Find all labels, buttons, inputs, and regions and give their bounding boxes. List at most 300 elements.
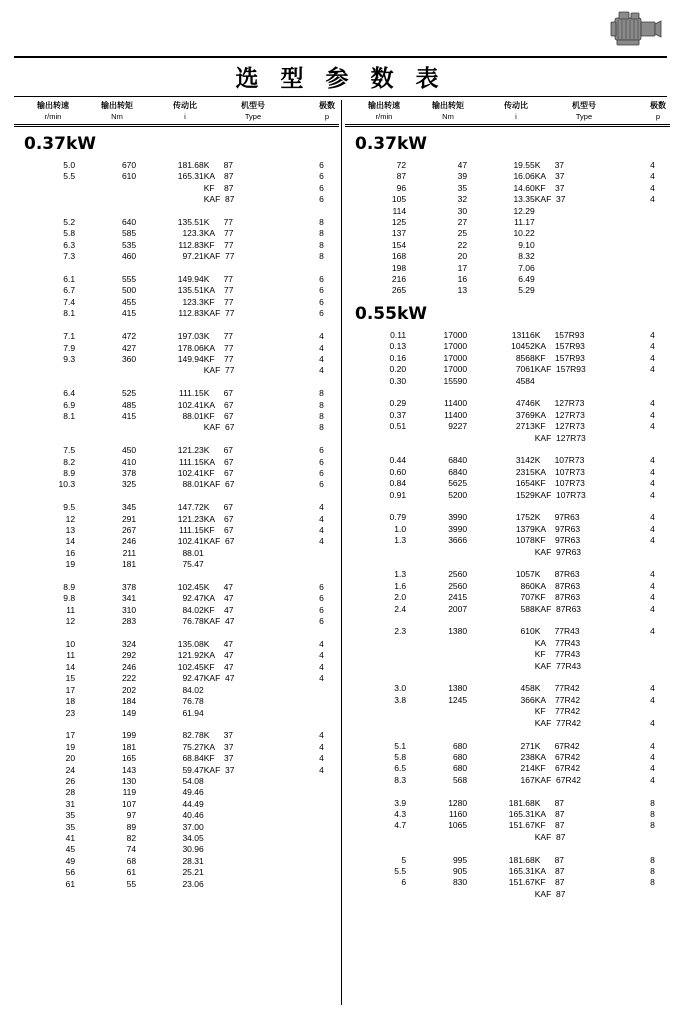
table-cell: 137 (391, 228, 407, 239)
table-cell: 92.47 (182, 593, 204, 604)
group-spacer (14, 377, 339, 388)
table-cell: 5.1 (394, 740, 407, 751)
table-cell: K 67 (203, 502, 234, 513)
table-cell (635, 706, 670, 717)
spec-table (14, 160, 339, 890)
group-spacer (345, 786, 670, 797)
table-cell: 4 (319, 639, 324, 650)
title-rule-bottom (14, 96, 667, 97)
table-cell: 1.0 (394, 523, 407, 534)
table-cell: K 37 (203, 730, 234, 741)
table-row (14, 468, 339, 479)
table-row (14, 445, 339, 456)
table-cell: 5 (401, 854, 407, 865)
table-cell: 5.29 (518, 285, 535, 296)
table-cell: 0.29 (389, 398, 407, 409)
table-cell: 6840 (448, 455, 468, 466)
table-cell: 2560 (448, 580, 468, 591)
table-cell: KF 77 (203, 296, 234, 307)
table-cell (635, 889, 670, 900)
table-cell (635, 376, 670, 387)
table-cell: 6 (319, 604, 324, 615)
table-row (14, 685, 339, 696)
table-row (345, 512, 670, 523)
table-cell: 184 (121, 696, 137, 707)
table-row (14, 753, 339, 764)
table-cell: 6.9 (63, 399, 76, 410)
table-cell: 905 (452, 865, 468, 876)
table-cell (467, 706, 535, 717)
group-spacer (14, 434, 339, 445)
table-cell: K 77 (203, 274, 234, 285)
table-cell: 5.2 (63, 217, 76, 228)
table-cell: 640 (121, 217, 137, 228)
table-cell: 5.8 (394, 751, 407, 762)
table-cell: 6.5 (394, 763, 407, 774)
table-cell: 4 (650, 341, 655, 352)
table-cell (535, 228, 635, 239)
table-cell: 102.41 (177, 399, 204, 410)
table-row (14, 422, 339, 433)
table-row (345, 160, 670, 171)
table-row (14, 799, 339, 810)
table-cell: 31 (65, 798, 76, 809)
table-row (14, 593, 339, 604)
table-cell: 14 (65, 661, 76, 672)
table-cell (204, 559, 304, 570)
table-cell: 30 (457, 205, 468, 216)
table-cell: 165 (121, 753, 137, 764)
table-cell: 345 (121, 502, 137, 513)
table-cell: 500 (121, 285, 137, 296)
table-cell: 0.51 (389, 421, 407, 432)
table-cell: 18 (65, 696, 76, 707)
table-cell: 588 (520, 603, 535, 614)
table-cell (467, 547, 535, 558)
table-cell: 4.3 (394, 808, 407, 819)
table-cell: 82.78 (182, 730, 204, 741)
table-cell: K 77R43 (534, 626, 580, 637)
table-cell (345, 638, 406, 649)
table-row (345, 763, 670, 774)
table-cell (467, 649, 535, 660)
table-cell: 214 (520, 763, 535, 774)
table-cell: 0.44 (389, 455, 407, 466)
gearbox-icon (609, 8, 667, 50)
table-row (345, 649, 670, 660)
table-cell: 4 (319, 353, 324, 364)
table-cell: 7.3 (63, 251, 76, 262)
table-cell: 1379 (515, 523, 535, 534)
table-cell: KAF 77 (203, 251, 235, 262)
table-cell: 6840 (448, 466, 468, 477)
table-cell: 6 (319, 171, 324, 182)
table-cell: 3.8 (394, 694, 407, 705)
table-cell (345, 649, 406, 660)
table-cell: 11 (66, 604, 76, 615)
table-cell: 8 (650, 820, 655, 831)
table-cell (635, 285, 670, 296)
table-cell: K 47 (203, 639, 234, 650)
table-cell (304, 548, 339, 559)
table-cell: 82 (126, 832, 137, 843)
table-cell: 15590 (443, 375, 468, 386)
table-row (345, 832, 670, 843)
table-cell: 6 (319, 616, 324, 627)
table-header (345, 100, 670, 124)
table-cell: 17 (65, 730, 76, 741)
table-cell (635, 206, 670, 217)
table-cell: KAF 67R42 (534, 774, 582, 785)
table-row (345, 330, 670, 341)
table-row (345, 421, 670, 432)
table-cell (204, 844, 304, 855)
table-cell: KAF 157R93 (534, 364, 586, 375)
table-cell: 68 (126, 855, 137, 866)
table-cell: 8.1 (63, 308, 76, 319)
table-row (14, 331, 339, 342)
table-cell: KAF 67 (203, 536, 235, 547)
table-cell (304, 685, 339, 696)
table-row (345, 524, 670, 535)
table-cell: 97 (126, 810, 137, 821)
table-cell: 4 (650, 409, 655, 420)
group-spacer (14, 628, 339, 639)
table-cell: 23 (65, 707, 76, 718)
table-cell: 4 (650, 751, 655, 762)
table-cell: 111.15 (178, 456, 204, 467)
table-cell: 181.68 (508, 854, 535, 865)
table-row (345, 194, 670, 205)
group-spacer (14, 320, 339, 331)
table-cell: K 127R73 (534, 398, 585, 409)
table-cell: 4 (319, 331, 324, 342)
table-cell: 96 (396, 182, 407, 193)
table-cell: 9227 (448, 421, 468, 432)
table-cell (304, 822, 339, 833)
table-cell: KF 157R93 (534, 352, 585, 363)
table-cell (204, 685, 304, 696)
table-cell (467, 433, 535, 444)
table-row (345, 171, 670, 182)
table-cell (14, 194, 75, 205)
table-cell: 4 (319, 536, 324, 547)
table-cell: KA 97R63 (534, 523, 581, 534)
table-cell: KA 87 (534, 808, 565, 819)
table-cell (635, 228, 670, 239)
table-cell: 16 (65, 547, 76, 558)
table-cell (406, 661, 467, 672)
table-cell: 5.0 (63, 160, 76, 170)
table-cell: 1280 (448, 797, 468, 808)
table-cell: 8 (319, 410, 324, 421)
table-cell: 181 (121, 741, 137, 752)
table-cell: 9.5 (63, 502, 76, 513)
table-cell: 5.5 (394, 865, 407, 876)
table-cell: KA 47 (203, 650, 234, 661)
table-cell (345, 661, 406, 672)
table-cell: 6.1 (63, 274, 76, 285)
table-cell: 26 (65, 775, 76, 786)
table-cell: 40.46 (182, 810, 204, 821)
table-cell: KA 87 (534, 865, 565, 876)
table-cell: 6 (319, 285, 324, 296)
table-row (345, 741, 670, 752)
table-cell: 6 (319, 274, 324, 285)
group-spacer (14, 206, 339, 217)
table-cell: 4 (650, 694, 655, 705)
table-cell: 325 (121, 479, 137, 490)
table-cell: 6.7 (63, 285, 76, 296)
table-cell: 8.9 (63, 467, 76, 478)
table-cell (75, 422, 136, 433)
table-cell (467, 832, 535, 843)
table-cell: K 37 (534, 160, 565, 170)
table-cell: 7.06 (518, 262, 535, 273)
table-cell: 283 (121, 616, 137, 627)
table-cell (635, 274, 670, 285)
table-row (345, 467, 670, 478)
table-row (345, 433, 670, 444)
table-cell: 23.06 (182, 878, 204, 889)
table-cell: 92.47 (182, 673, 204, 684)
table-cell: 59.47 (182, 764, 204, 775)
table-cell: 10.3 (58, 479, 76, 490)
table-cell: 112.83 (178, 308, 204, 319)
table-row (14, 514, 339, 525)
table-cell: 995 (452, 854, 468, 865)
table-cell: 4 (650, 329, 655, 340)
table-cell: 6 (319, 296, 324, 307)
column-header: 极数 p (319, 101, 335, 121)
group-spacer (345, 729, 670, 740)
table-cell: 1.3 (394, 535, 407, 546)
table-cell: 324 (121, 639, 137, 650)
table-cell: 168 (391, 251, 407, 262)
table-cell: 165.31 (508, 865, 535, 876)
table-row (14, 536, 339, 547)
table-cell: 4 (650, 455, 655, 466)
table-row (14, 730, 339, 741)
table-cell: 54.08 (182, 775, 204, 786)
table-cell: KAF 67 (203, 479, 235, 490)
table-cell: 2315 (515, 466, 535, 477)
table-cell: 6 (319, 479, 324, 490)
table-row (345, 217, 670, 228)
table-row (345, 398, 670, 409)
table-cell: 165.31 (508, 808, 535, 819)
table-cell: 4 (319, 525, 324, 535)
table-cell: 9.8 (63, 593, 76, 604)
table-cell: 149.94 (177, 353, 204, 364)
table-cell: 0.37 (389, 409, 407, 420)
table-cell: 5.8 (63, 228, 76, 239)
table-cell: 72 (396, 160, 407, 170)
table-cell: KAF 67 (203, 422, 235, 433)
table-row (345, 206, 670, 217)
table-cell: 12 (65, 513, 76, 524)
table-cell (204, 708, 304, 719)
table-cell: KA 127R73 (534, 409, 585, 420)
table-cell: 27 (457, 217, 468, 228)
table-cell: K 67 (203, 445, 234, 456)
table-cell: K 67 (203, 388, 234, 399)
table-cell: 197.03 (177, 331, 204, 342)
table-cell: 13 (65, 525, 76, 535)
table-cell: KA 67R42 (534, 751, 581, 762)
table-cell: 8 (319, 228, 324, 239)
table-cell: 4 (319, 741, 324, 752)
table-row (345, 240, 670, 251)
table-cell: 61 (126, 867, 137, 878)
table-cell: KAF 77 (203, 308, 235, 319)
table-cell: 111.15 (178, 525, 204, 535)
table-row (14, 650, 339, 661)
table-cell: 7.9 (63, 342, 76, 353)
table-row (14, 365, 339, 376)
table-cell: 1529 (515, 489, 535, 500)
table-row (345, 274, 670, 285)
table-cell: 246 (121, 661, 137, 672)
table-cell: 378 (121, 467, 137, 478)
table-cell: 458 (520, 683, 535, 694)
table-cell: 149 (121, 707, 137, 718)
table-cell: KF 67 (203, 525, 234, 535)
column-divider (341, 100, 342, 1005)
table-cell (635, 547, 670, 558)
table-cell: 535 (121, 239, 137, 250)
table-row (14, 822, 339, 833)
table-row (14, 240, 339, 251)
table-row (14, 388, 339, 399)
table-cell (406, 638, 467, 649)
table-cell: 0.16 (389, 352, 407, 363)
table-cell: 19.55 (513, 160, 535, 170)
table-cell (535, 240, 635, 251)
table-row (345, 626, 670, 637)
table-cell: KAF 87 (534, 831, 566, 842)
table-cell (136, 183, 204, 194)
table-cell (345, 832, 406, 843)
header-rule (345, 124, 670, 125)
table-cell: KA 157R93 (534, 341, 585, 352)
table-cell: 41 (65, 832, 76, 843)
table-cell: KAF 47 (203, 616, 235, 627)
table-cell: KAF 127R73 (534, 432, 586, 443)
table-row (345, 661, 670, 672)
table-cell: 25.21 (182, 867, 204, 878)
table-cell: 6 (319, 456, 324, 467)
table-cell: 12.29 (513, 205, 535, 216)
table-cell: 135.51 (177, 285, 204, 296)
table-cell: 1.6 (394, 580, 407, 591)
table-cell (136, 194, 204, 205)
group-spacer (345, 387, 670, 398)
table-cell: 19 (65, 559, 76, 570)
table-cell: 4 (319, 513, 324, 524)
table-row (345, 341, 670, 352)
table-cell: 35 (457, 182, 468, 193)
table-row (345, 410, 670, 421)
table-cell (635, 433, 670, 444)
table-row (14, 662, 339, 673)
table-cell: 112.83 (178, 239, 204, 250)
table-row (345, 455, 670, 466)
table-cell: K 157R93 (534, 329, 585, 340)
table-cell (406, 832, 467, 843)
table-row (14, 502, 339, 513)
table-cell: 76.78 (182, 616, 204, 627)
table-cell: 2007 (448, 603, 468, 614)
table-cell: 450 (121, 445, 137, 456)
table-cell: KF 47 (203, 604, 234, 615)
table-cell: 25 (457, 228, 468, 239)
table-cell: 88.01 (182, 410, 204, 421)
table-cell (535, 285, 635, 296)
table-cell: 75.47 (182, 559, 204, 570)
group-spacer (345, 843, 670, 854)
table-row (14, 194, 339, 205)
table-cell: 74 (126, 844, 137, 855)
table-row (345, 592, 670, 603)
table-row (14, 616, 339, 627)
table-cell: 32 (457, 194, 468, 205)
table-cell (14, 365, 75, 376)
table-cell: 84.02 (182, 604, 204, 615)
table-row (14, 708, 339, 719)
table-cell: 9.10 (518, 239, 535, 250)
table-cell: 181.68 (508, 797, 535, 808)
table-cell: K 67R42 (534, 740, 580, 751)
table-cell (304, 833, 339, 844)
table-cell (304, 708, 339, 719)
table-cell: 4 (650, 466, 655, 477)
table-cell: 76.78 (182, 696, 204, 707)
table-cell: 4 (319, 650, 324, 661)
table-cell: KF 77R42 (534, 706, 581, 717)
table-cell (345, 547, 406, 558)
table-cell: 0.79 (389, 512, 407, 523)
table-cell: 28 (65, 787, 76, 798)
table-cell: KAF 37 (203, 764, 235, 775)
table-cell: 121.23 (177, 513, 204, 524)
table-row (345, 376, 670, 387)
table-row (345, 251, 670, 262)
table-cell: 211 (122, 547, 137, 558)
table-cell: 7.4 (63, 296, 76, 307)
table-cell: K 77R42 (534, 683, 580, 694)
table-row (14, 308, 339, 319)
table-cell: 181 (121, 559, 137, 570)
table-row (345, 855, 670, 866)
table-cell (406, 649, 467, 660)
table-row (345, 706, 670, 717)
table-row (345, 364, 670, 375)
table-cell (136, 365, 204, 376)
table-cell: 378 (121, 582, 137, 593)
table-cell (535, 376, 635, 387)
table-cell (204, 696, 304, 707)
power-rating-heading: 0.37kW (355, 134, 428, 154)
table-cell: KF 87 (203, 182, 234, 193)
table-row (345, 889, 670, 900)
table-row (345, 752, 670, 763)
table-cell: 7.1 (63, 331, 76, 342)
table-cell: 610 (520, 626, 535, 637)
table-cell: 3666 (448, 535, 468, 546)
table-cell: 4 (650, 194, 655, 205)
table-row (345, 569, 670, 580)
